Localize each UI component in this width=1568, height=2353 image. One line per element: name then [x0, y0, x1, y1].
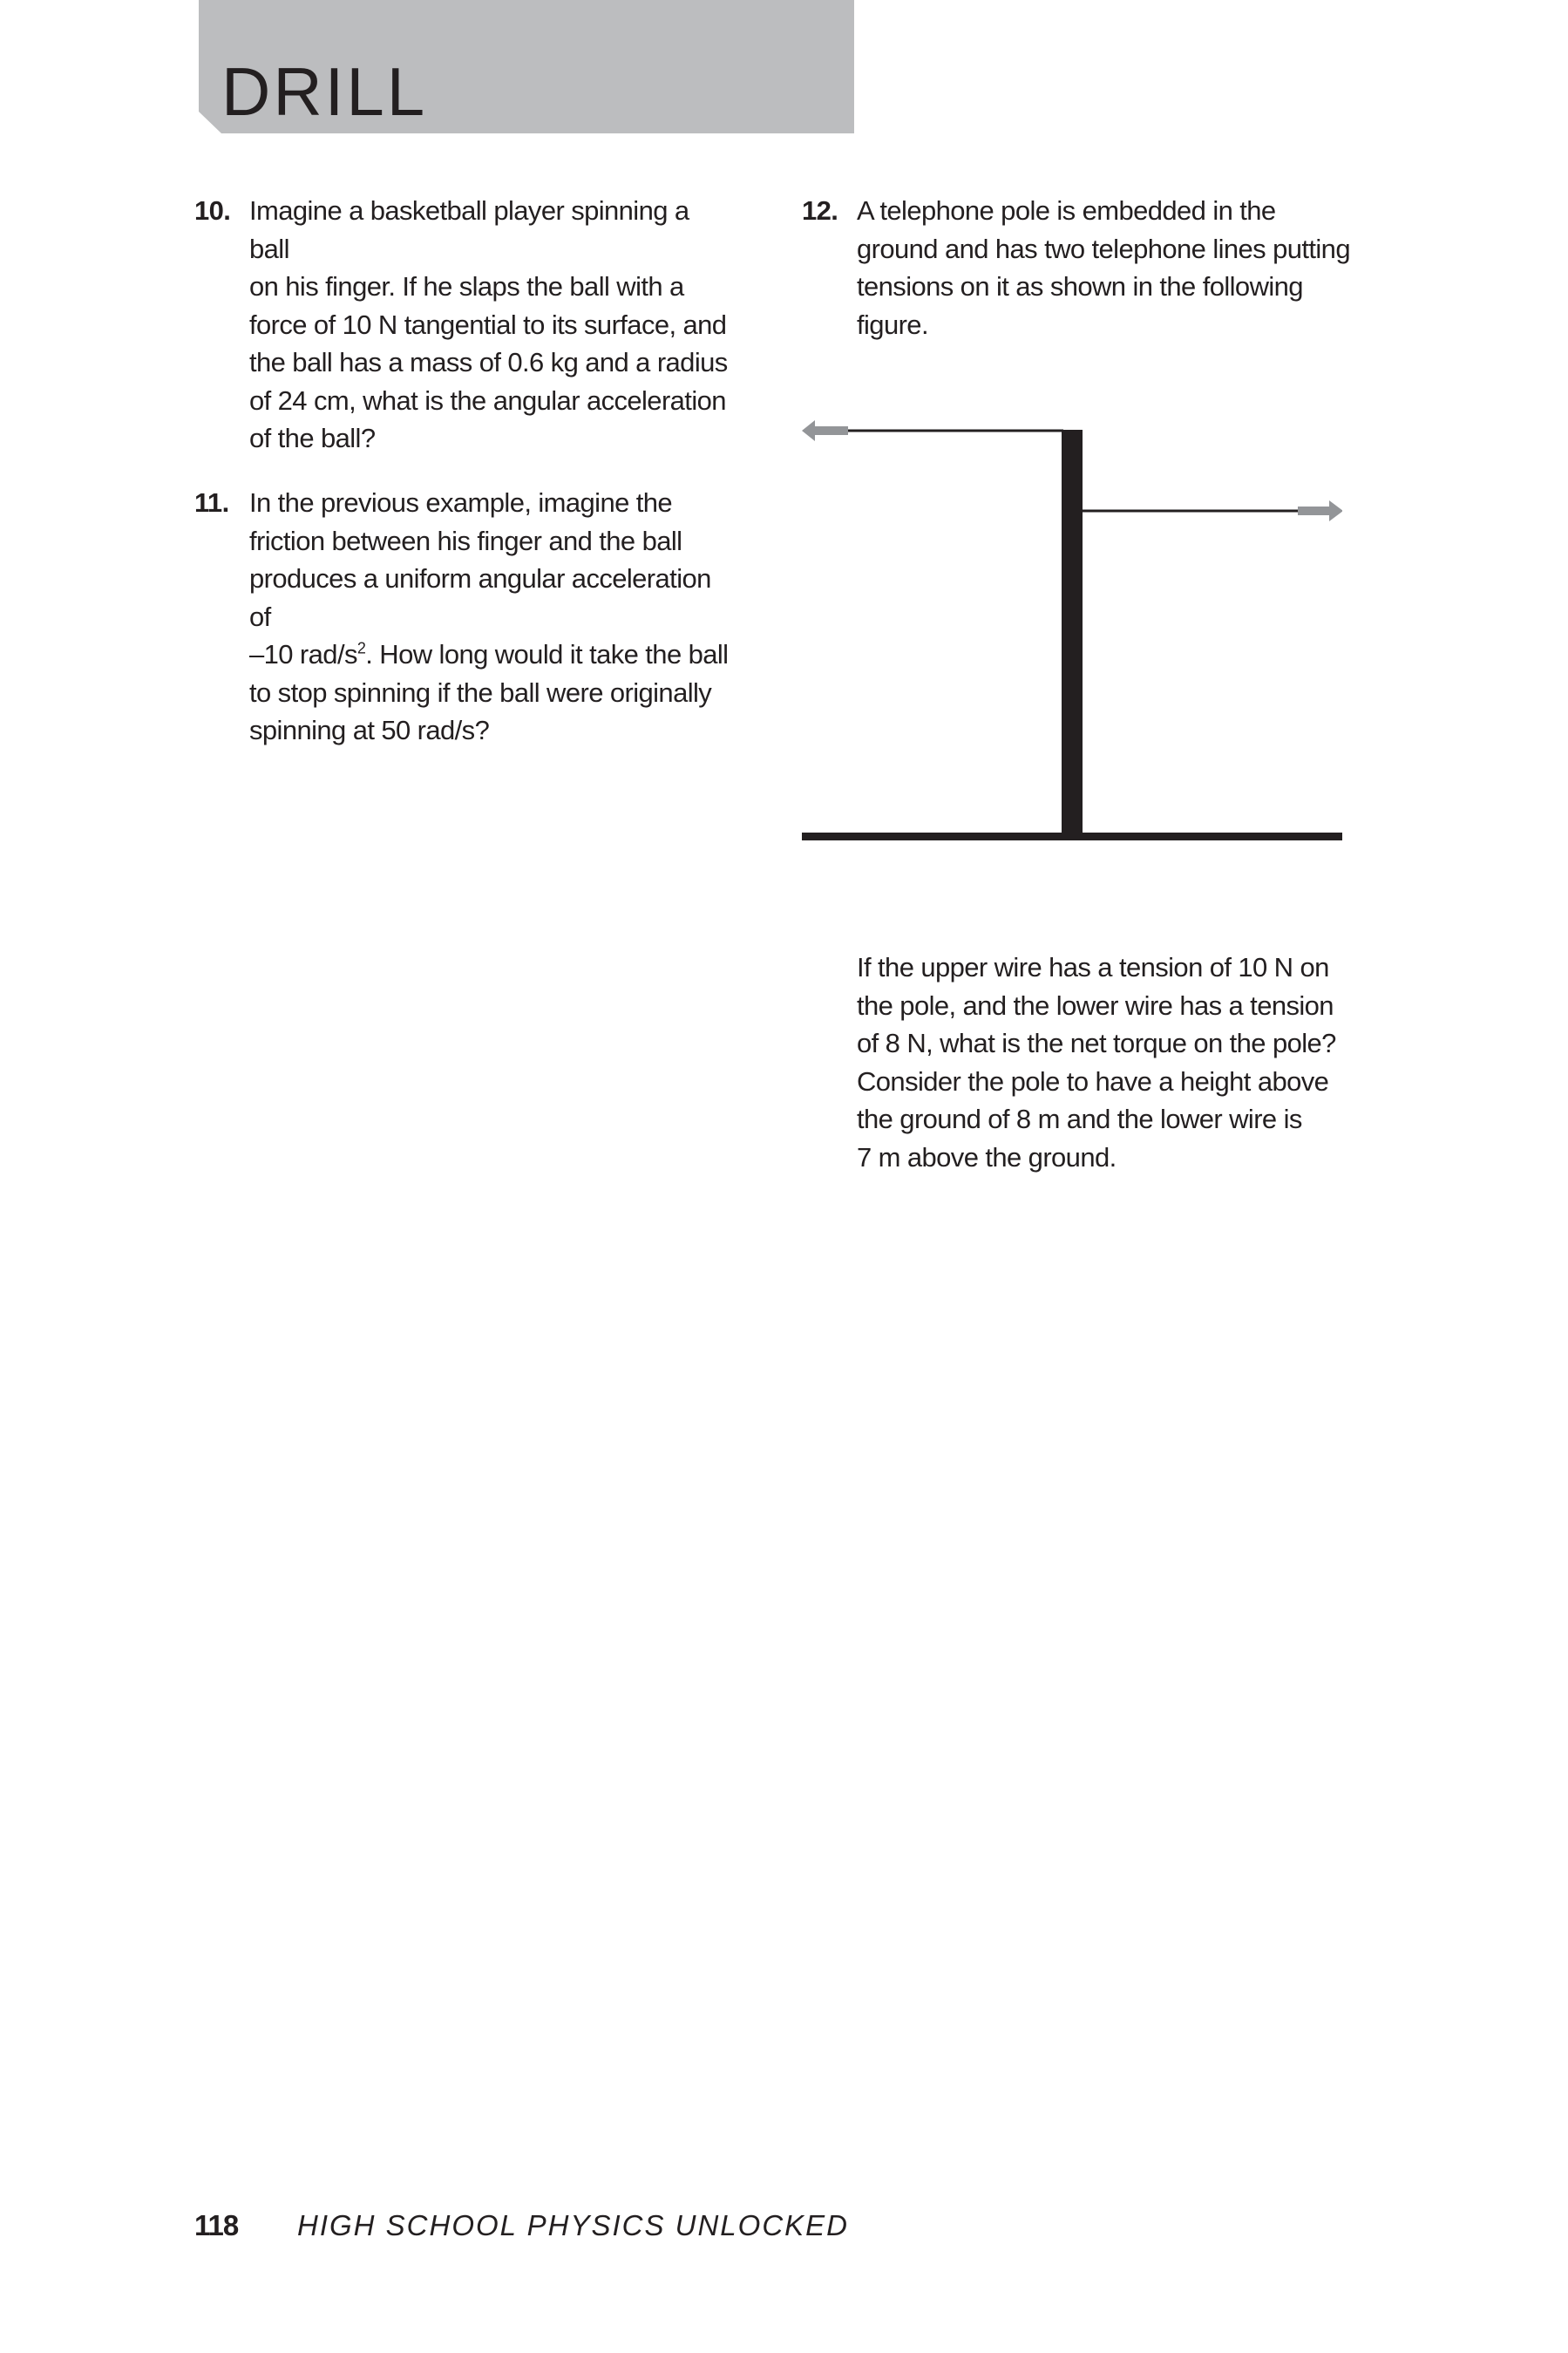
- page-number: 118: [194, 2209, 239, 2241]
- question-12-continuation: If the upper wire has a tension of 10 N on the pole, and the lower wire has a tension of 8 N, what is the net torque on the pole? Consider the pole to have a height above the ground of 8 m and the lower wire is 7 m above the ground.: [857, 952, 1336, 1173]
- upper-wire-tension-arrow: [802, 420, 848, 441]
- question-number: 11.: [194, 487, 229, 518]
- question-number: 10.: [194, 195, 231, 226]
- page-section-title: DRILL: [221, 53, 428, 130]
- lower-wire-tension-arrow: [1298, 500, 1342, 521]
- question-12: [802, 192, 1360, 357]
- question-text-part: In the previous example, imagine the friction between his finger and the ball produces a uniform angular acceleration of –10 rad/s: [249, 487, 711, 670]
- exponent: 2: [356, 639, 366, 657]
- book-title: HIGH SCHOOL PHYSICS UNLOCKED: [297, 2209, 850, 2241]
- question-text: Imagine a basketball player spinning a ball on his finger. If he slaps the ball with a force of 10 N tangential to its surface, and the ball has a mass of 0.6 kg and a radius of 24 cm, what is the angular acceleration of the ball?: [249, 195, 728, 453]
- telephone-pole-figure: [798, 410, 1342, 841]
- question-text: A telephone pole is embedded in the ground and has two telephone lines putting tensions on it as shown in the following figure.: [857, 195, 1350, 340]
- telephone-pole: [1062, 430, 1083, 838]
- question-text-part: . How long would it take the ball to stop spinning if the ball were originally spinning at 50 rad/s?: [249, 639, 729, 745]
- question-number: 12.: [802, 195, 838, 226]
- question-11: [194, 484, 735, 745]
- question-10: [194, 192, 735, 453]
- question-text: [249, 484, 735, 750]
